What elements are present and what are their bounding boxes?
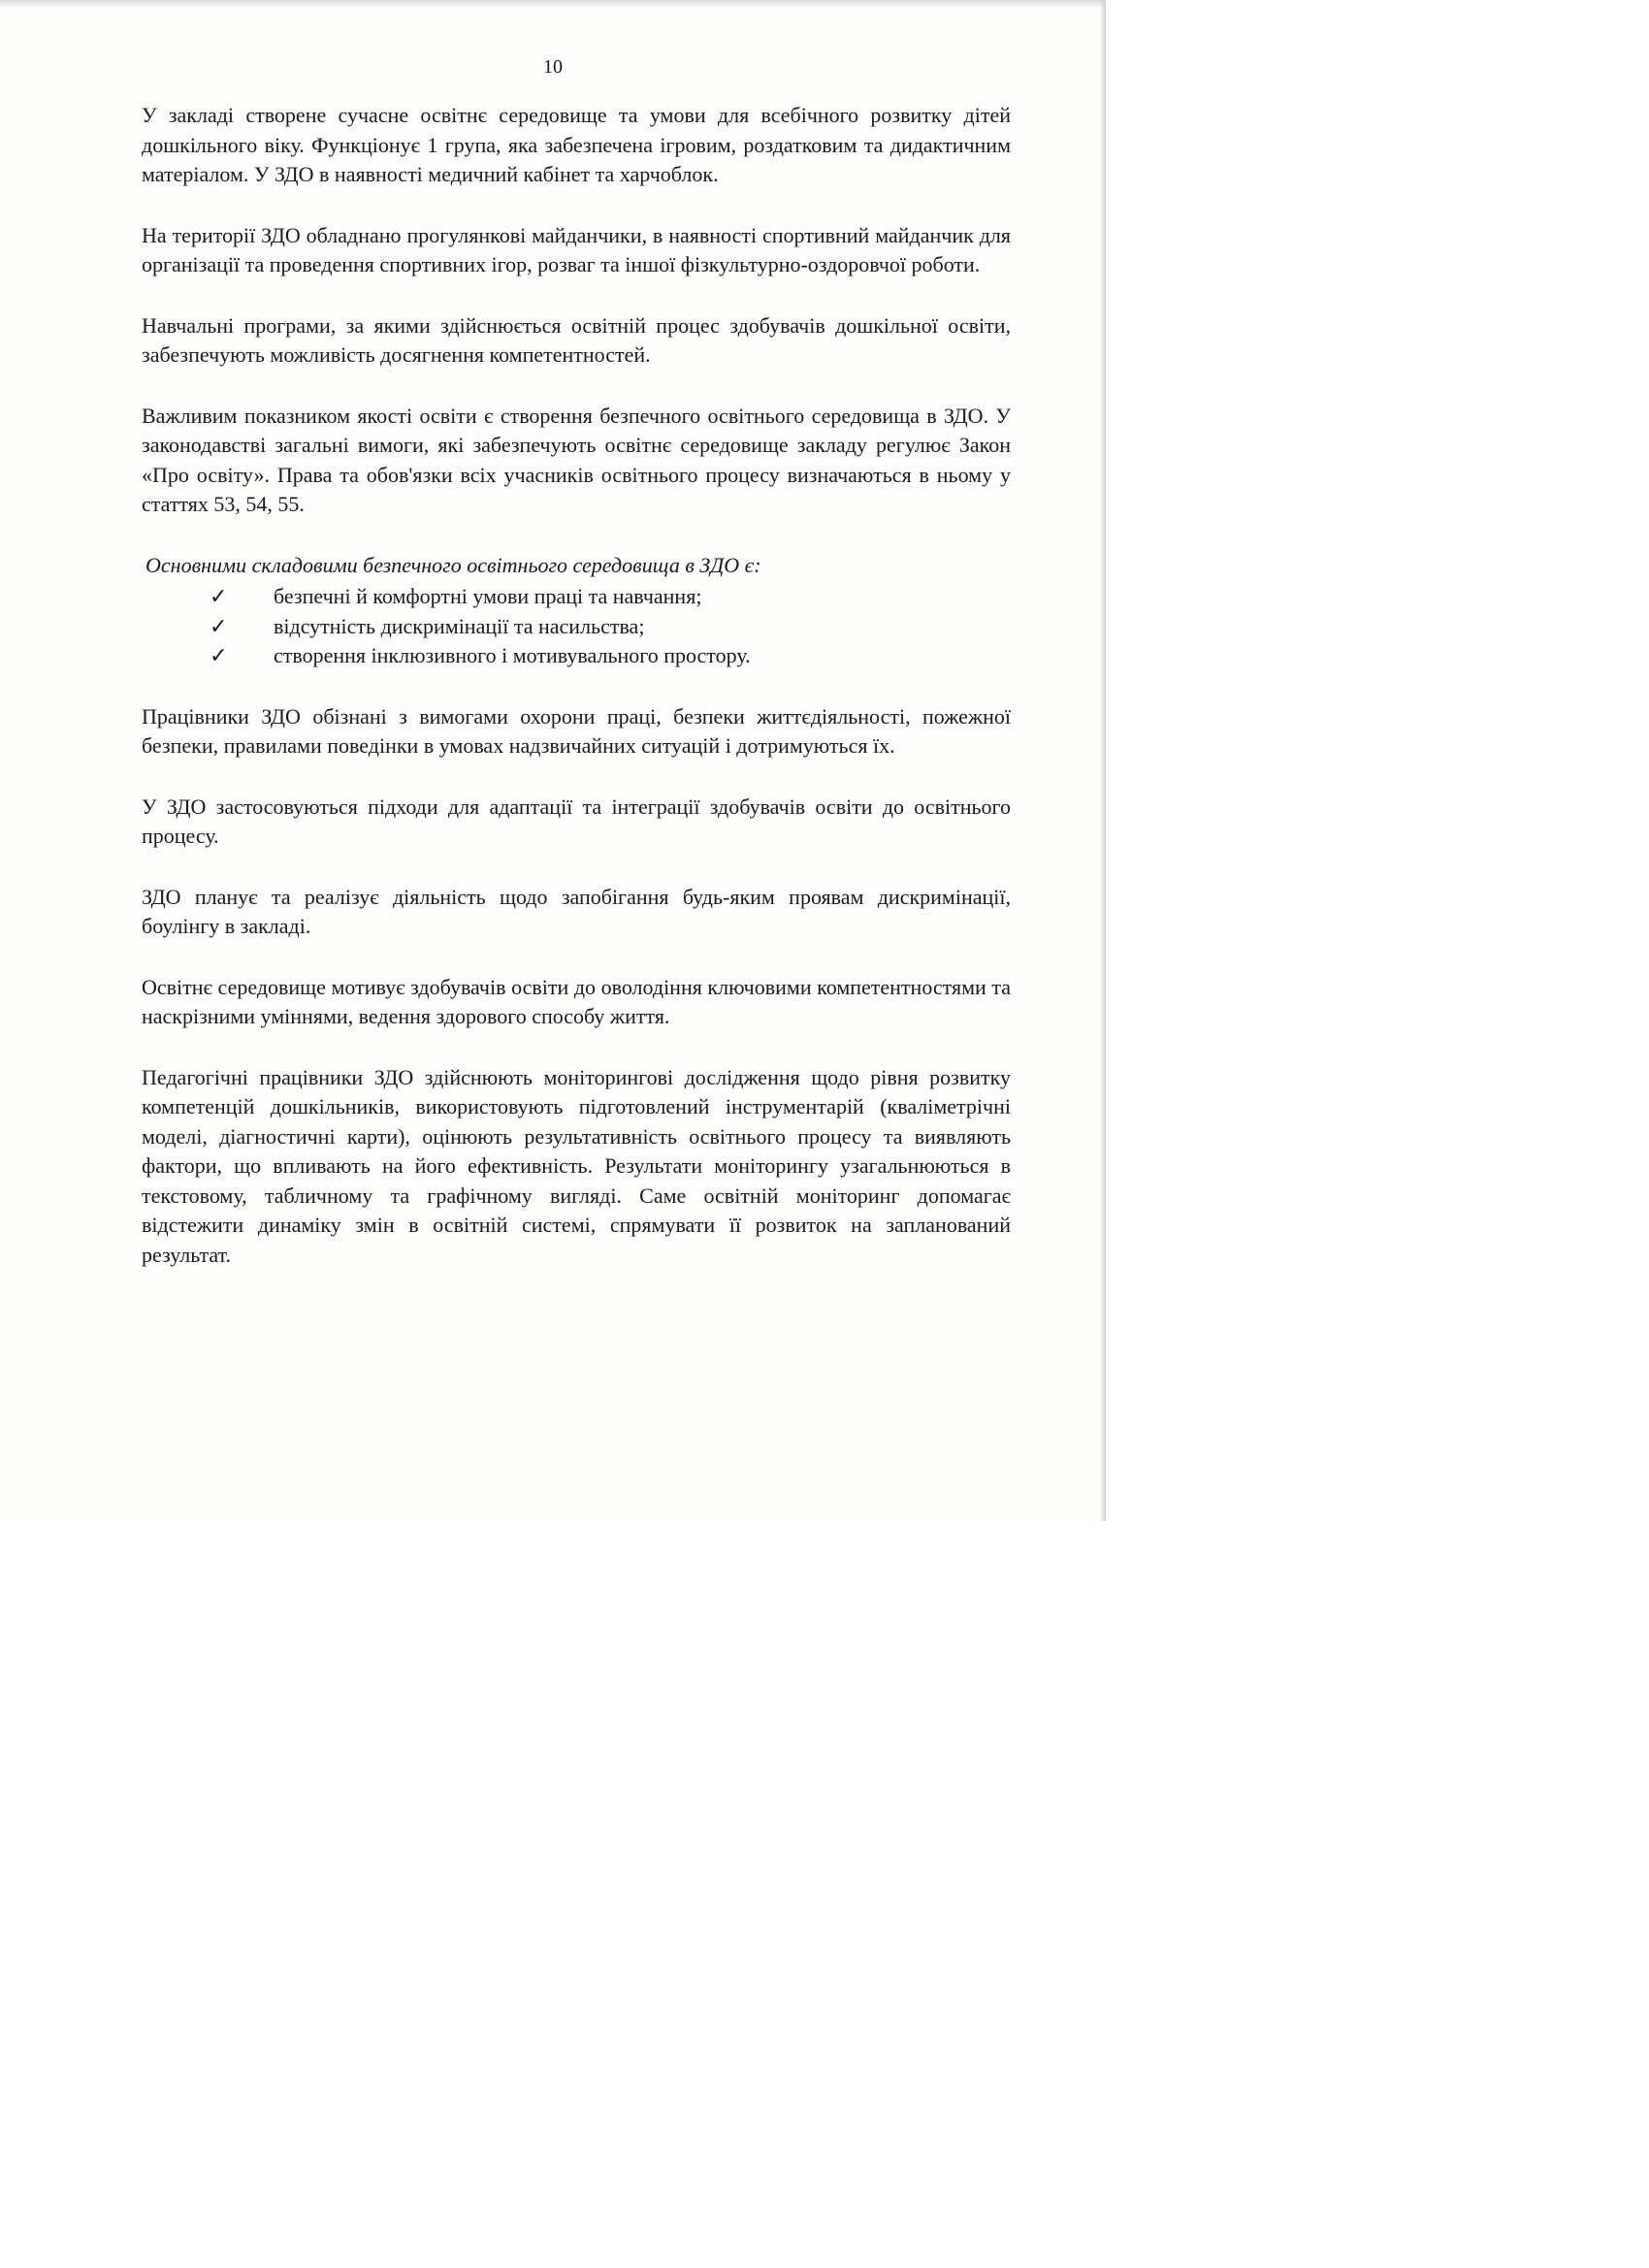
list-item [142, 641, 1011, 671]
paragraph-programs: Навчальні програми, за якими здійснюється освітній процес здобувачів дошкільної освіти, забезпечують можливість досягнення компетентностей. [142, 312, 1011, 367]
paragraph-motivation: Освітнє середовище мотивує здобувачів освіти до оволодіння ключовими компетентностями та наскрізними уміннями, ведення здорового способу життя. [142, 974, 1011, 1028]
paragraph-safety-law: Важливим показником якості освіти є створення безпечного освітнього середовища в ЗДО. У законодавстві загальні вимоги, які забезпечують освітнє середовище закладу регулює Закон «Про освіту». Права та обов'язки всіх учасників освітнього процесу визначаються в ньому у статтях 53, 54, 55. [142, 403, 1011, 516]
paragraph-environment: У закладі створене сучасне освітнє середовище та умови для всебічного розвитку дітей дошкільного віку. Функціонує 1 група, яка забезпечена ігровим, роздатковим та дидактичним матеріалом. У ЗДО в наявності медичний кабінет та харчоблок. [142, 103, 1011, 186]
list-item-text: створення інклюзивного і мотивувального простору. [274, 643, 751, 667]
paragraph-anti-discrimination: ЗДО планує та реалізує діяльність щодо запобігання будь-яким проявам дискримінації, боулінгу в закладі. [142, 884, 1011, 938]
paragraph-adaptation: У ЗДО застосовуються підходи для адаптації та інтеграції здобувачів освіти до освітнього процесу. [142, 794, 1011, 848]
checkmark-icon: ✓ [210, 585, 228, 609]
paragraph-labor-safety: Працівники ЗДО обізнані з вимогами охорони праці, безпеки життєдіяльності, пожежної безпеки, правилами поведінки в умовах надзвичайних ситуацій і дотримуються їх. [142, 703, 1011, 758]
checkmark-icon: ✓ [210, 644, 228, 668]
scan-top-edge [0, 0, 1106, 8]
document-page [0, 0, 1106, 1521]
scan-right-edge [1100, 0, 1106, 1521]
list-intro: Основними складовими безпечного освітнього середовища в ЗДО є: [146, 552, 761, 577]
list-item [142, 612, 1011, 642]
safety-components-list [142, 582, 1011, 671]
document-body [142, 101, 1011, 1301]
page-number: 10 [543, 56, 563, 78]
paragraph-monitoring: Педагогічні працівники ЗДО здійснюють моніторингові дослідження щодо рівня розвитку компетенцій дошкільників, використовують підготовлений інструментарій (кваліметрічні моделі, діагностичні карти), оцінюють результативність освітнього процесу та виявляють фактори, що впливають на його ефективність. Результати моніторингу узагальнюються в текстовому, табличному та графічному вигляді. Саме освітній моніторинг допомагає відстежити динаміку змін в освітній системі, спрямувати її розвиток на запланований результат. [142, 1064, 1011, 1267]
list-item [142, 582, 1011, 612]
list-item-text: безпечні й комфортні умови праці та навчання; [274, 584, 702, 608]
list-item-text: відсутність дискримінації та насильства; [274, 613, 645, 638]
paragraph-playgrounds: На території ЗДО обладнано прогулянкові майданчики, в наявності спортивний майданчик для організації та проведення спортивних ігор, розваг та іншої фізкультурно-оздоровчої роботи. [142, 222, 1011, 276]
checkmark-icon: ✓ [210, 614, 228, 639]
